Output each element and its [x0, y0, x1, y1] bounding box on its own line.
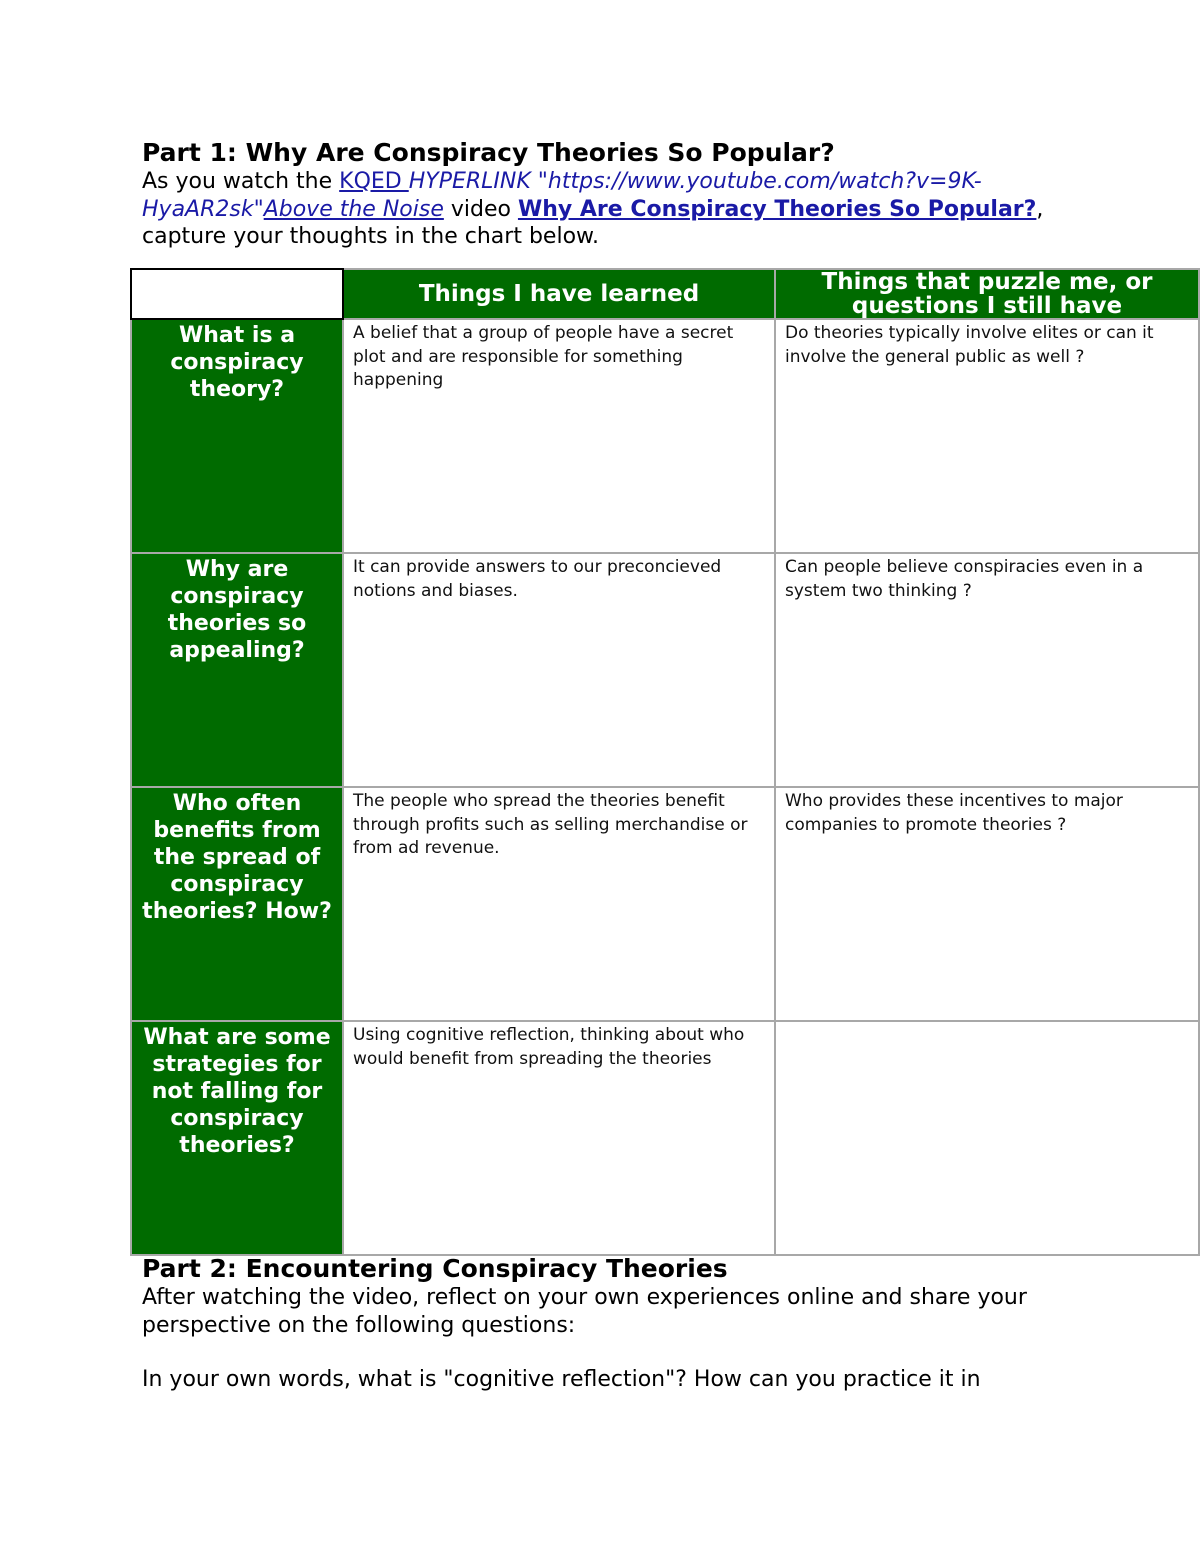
row-question: What is a conspiracy theory? [131, 319, 343, 553]
intro-suffix: , capture your thoughts in the chart below. [142, 196, 1044, 249]
row-question: What are some strategies for not falling for conspiracy theories? [131, 1021, 343, 1255]
part1-heading: Part 1: Why Are Conspiracy Theories So Popular? [142, 138, 835, 167]
video-link[interactable]: Why Are Conspiracy Theories So Popular? [517, 196, 1037, 222]
part2-heading: Part 2: Encountering Conspiracy Theories [142, 1254, 728, 1283]
col-header-puzzle: Things that puzzle me, or questions I still have [775, 269, 1199, 319]
puzzle-cell[interactable] [775, 553, 1199, 787]
col-header-learned: Things I have learned [343, 269, 775, 319]
intro-prefix: As you watch the [142, 169, 340, 194]
learned-text: It can provide answers to our preconcieved notions and biases. [353, 557, 722, 601]
table-row [131, 787, 1199, 1021]
puzzle-cell[interactable] [775, 319, 1199, 553]
intro-mid: video [443, 196, 518, 222]
learned-text: Using cognitive reflection, thinking about who would benefit from spreading the theories [353, 1025, 745, 1069]
learned-text: A belief that a group of people have a secret plot and are responsible for something happening [353, 323, 734, 390]
learned-cell[interactable] [343, 787, 775, 1021]
above-the-noise-link[interactable]: Above the Noise [263, 196, 444, 222]
table-corner-cell [131, 269, 343, 319]
part2-question-1: In your own words, what is "cognitive reflection"? How can you practice it in [142, 1367, 981, 1392]
part1-intro [142, 168, 1102, 251]
hyperlink-field-code: HYPERLINK "https://www.youtube.com/watch?v=9K-HyaAR2sk" [142, 169, 982, 222]
kqed-link[interactable]: KQED [339, 169, 409, 194]
row-question: Why are conspiracy theories so appealing? [131, 553, 343, 787]
puzzle-cell[interactable] [775, 1021, 1199, 1255]
puzzle-cell[interactable] [775, 787, 1199, 1021]
learned-text: The people who spread the theories benefit through profits such as selling merchandise or from ad revenue. [353, 791, 748, 858]
puzzle-text: Who provides these incentives to major companies to promote theories ? [785, 791, 1123, 835]
reflection-chart [130, 268, 1200, 1256]
table-header-row [131, 269, 1199, 319]
learned-cell[interactable] [343, 553, 775, 787]
learned-cell[interactable] [343, 319, 775, 553]
puzzle-text: Do theories typically involve elites or can it involve the general public as well ? [785, 323, 1154, 367]
learned-cell[interactable] [343, 1021, 775, 1255]
table-row [131, 319, 1199, 553]
puzzle-text: Can people believe conspiracies even in a system two thinking ? [785, 557, 1144, 601]
table-row [131, 553, 1199, 787]
table-row [131, 1021, 1199, 1255]
row-question: Who often benefits from the spread of conspiracy theories? How? [131, 787, 343, 1021]
part2-instructions: After watching the video, reflect on your own experiences online and share your perspective on the following questions: [142, 1285, 1027, 1338]
